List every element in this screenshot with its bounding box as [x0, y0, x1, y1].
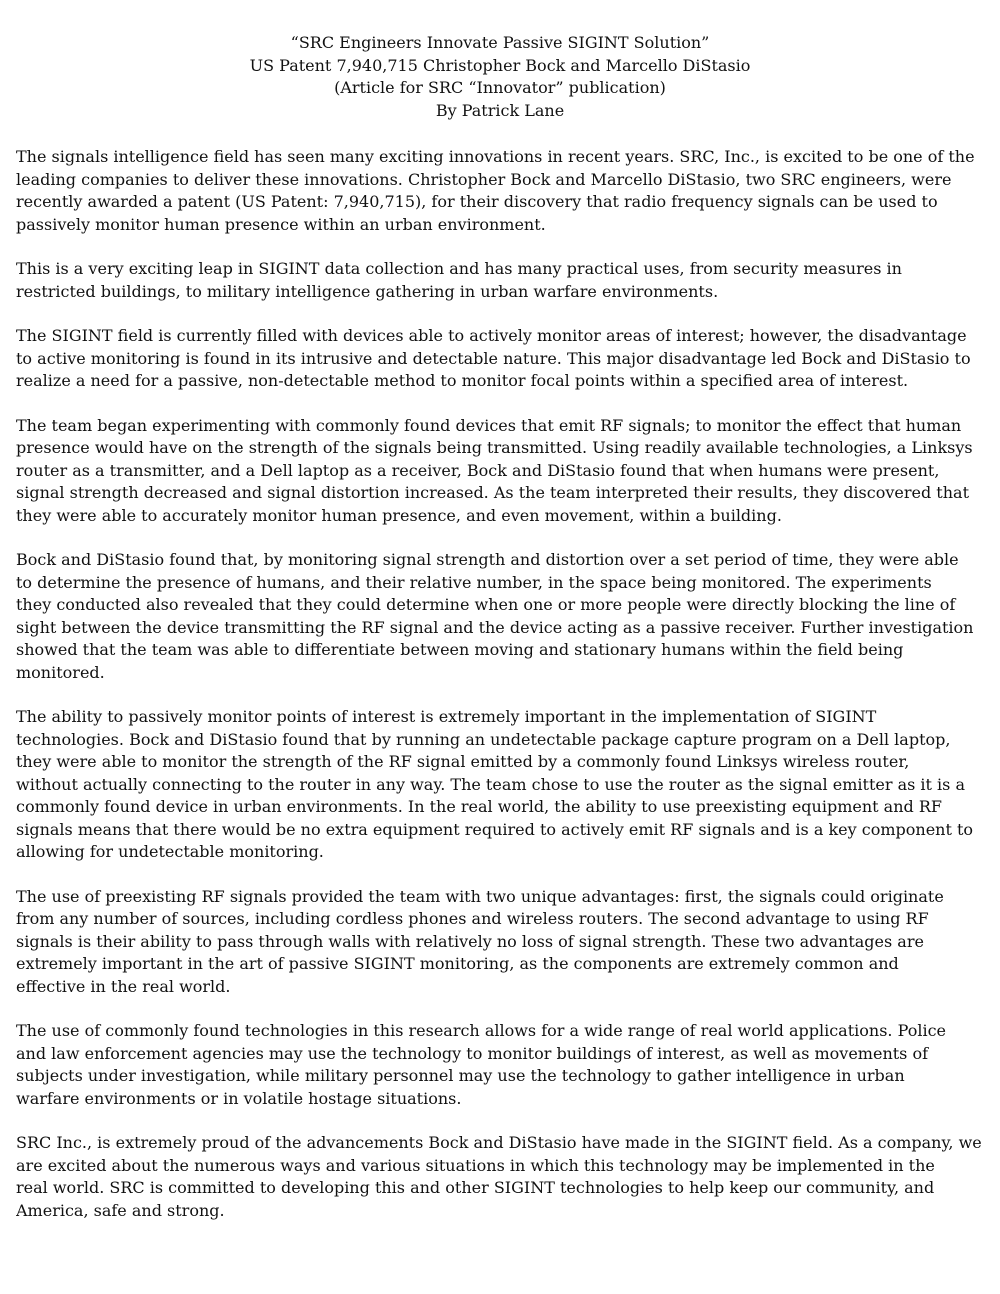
text-line: to active monitoring is found in its intrusive and detectable nature. This major disadvantage led Bock and DiStasio to	[16, 348, 971, 368]
text-line: technologies. Bock and DiStasio found that by running an undetectable package capture program on a Dell laptop,	[16, 729, 951, 749]
text-line: showed that the team was able to differentiate between moving and stationary humans within the field being	[16, 640, 904, 659]
text-line: signal strength decreased and signal distortion increased. As the team interpreted their results, they discovered that	[16, 483, 970, 502]
text-line: passively monitor human presence within an urban environment.	[16, 214, 546, 234]
paragraph	[16, 325, 1000, 393]
text-line: sight between the device transmitting the RF signal and the device acting as a passive receiver. Further investigation	[16, 617, 974, 637]
text-line: The team began experimenting with commonly found devices that emit RF signals; to monitor the effect that human	[16, 415, 962, 435]
text-line: to determine the presence of humans, and their relative number, in the space being monitored. The experiments	[16, 572, 932, 592]
text-line: they were able to accurately monitor human presence, and even movement, within a building.	[16, 505, 782, 525]
paragraph	[16, 1132, 1000, 1222]
text-line: The signals intelligence field has seen many exciting innovations in recent years. SRC, Inc., is excited to be one of the	[16, 147, 975, 166]
text-line: allowing for undetectable monitoring.	[16, 842, 324, 861]
text-line: realize a need for a passive, non-detectable method to monitor focal points within a specified area of interest.	[16, 371, 909, 390]
article-title: “SRC Engineers Innovate Passive SIGINT Solution”	[290, 33, 710, 52]
text-line: The ability to passively monitor points of interest is extremely important in the implementation of SIGINT	[16, 707, 877, 726]
paragraph	[16, 1020, 1000, 1110]
text-line: SRC Inc., is extremely proud of the advancements Bock and DiStasio have made in the SIGINT field. As a company, we	[16, 1133, 982, 1152]
text-line: signals means that there would be no extra equipment required to actively emit RF signals and is a key component to	[16, 819, 974, 839]
text-line: restricted buildings, to military intelligence gathering in urban warfare environments.	[16, 281, 719, 301]
text-line: recently awarded a patent (US Patent: 7,940,715), for their discovery that radio frequency signals can be used to	[16, 192, 938, 211]
patent-line: US Patent 7,940,715 Christopher Bock and Marcello DiStasio	[249, 55, 751, 75]
text-line: effective in the real world.	[16, 976, 231, 996]
text-line: are excited about the numerous ways and various situations in which this technology may be implemented in the	[16, 1155, 935, 1175]
text-line: The SIGINT field is currently filled with devices able to actively monitor areas of interest; however, the disadvantage	[16, 326, 967, 345]
paragraph	[16, 706, 1000, 864]
text-line: router as a transmitter, and a Dell laptop as a receiver, Bock and DiStasio found that when humans were present,	[16, 460, 940, 480]
text-line: warfare environments or in volatile hostage situations.	[16, 1088, 462, 1108]
paragraph	[16, 258, 1000, 303]
text-line: without actually connecting to the router in any way. The team chose to use the router as the signal emitter as it is a	[16, 774, 965, 794]
text-line: signals is their ability to pass through walls with relatively no loss of signal strength. These two advantages are	[16, 931, 924, 951]
article-body	[16, 146, 1000, 1244]
paragraph	[16, 415, 1000, 528]
article-header	[0, 32, 1000, 122]
text-line: presence would have on the strength of the signals being transmitted. Using readily available technologies, a Linksys	[16, 438, 973, 457]
paragraph	[16, 146, 1000, 236]
text-line: The use of preexisting RF signals provided the team with two unique advantages: first, the signals could originate	[16, 886, 944, 906]
publication-note: (Article for SRC “Innovator” publication)	[334, 78, 666, 97]
text-line: real world. SRC is committed to developing this and other SIGINT technologies to help keep our community, and	[16, 1178, 935, 1197]
text-line: leading companies to deliver these innovations. Christopher Bock and Marcello DiStasio, two SRC engineers, were	[16, 169, 952, 189]
text-line: America, safe and strong.	[16, 1200, 225, 1220]
text-line: subjects under investigation, while military personnel may use the technology to gather intelligence in urban	[16, 1066, 905, 1085]
text-line: they were able to monitor the strength of the RF signal emitted by a commonly found Linksys wireless router,	[16, 752, 910, 771]
text-line: The use of commonly found technologies in this research allows for a wide range of real world applications. Police	[16, 1021, 946, 1040]
text-line: extremely important in the art of passive SIGINT monitoring, as the components are extremely common and	[16, 954, 899, 973]
byline: By Patrick Lane	[435, 100, 565, 120]
text-line: and law enforcement agencies may use the technology to monitor buildings of interest, as well as movements of	[16, 1043, 929, 1063]
text-line: This is a very exciting leap in SIGINT data collection and has many practical uses, from security measures in	[16, 259, 902, 278]
text-line: from any number of sources, including cordless phones and wireless routers. The second advantage to using RF	[16, 909, 929, 928]
text-line: commonly found device in urban environments. In the real world, the ability to use preexisting equipment and RF	[16, 797, 942, 816]
text-line: Bock and DiStasio found that, by monitoring signal strength and distortion over a set period of time, they were able	[16, 550, 959, 569]
paragraph	[16, 886, 1000, 999]
paragraph	[16, 549, 1000, 684]
text-line: they conducted also revealed that they could determine when one or more people were directly blocking the line of	[16, 595, 956, 614]
text-line: monitored.	[16, 662, 105, 682]
